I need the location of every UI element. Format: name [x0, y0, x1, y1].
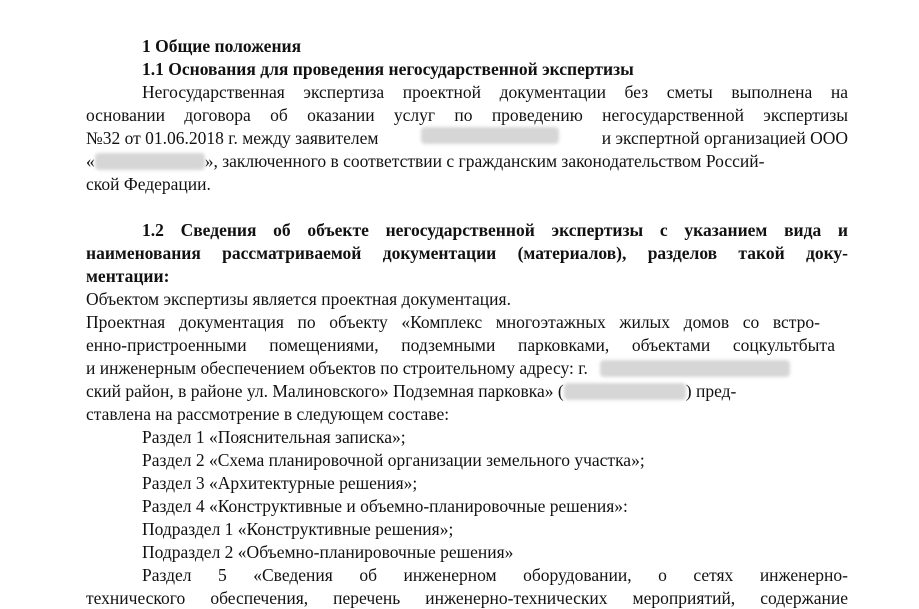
list-item: технического обеспечения, перечень инженерно-технических мероприятий, содержание: [86, 588, 848, 608]
paragraph-line: основании договора об оказании услуг по проведению негосударственной экспертизы: [86, 105, 848, 125]
paragraph-text: ) пред-: [685, 381, 737, 401]
paragraph-text: и инженерным обеспечением объектов по строительному адресу: г.: [86, 358, 588, 378]
list-item: Подраздел 2 «Объемно-планировочные решения»: [142, 542, 514, 562]
paragraph-text: », заключенного в соответствии с гражданским законодательством Россий-: [204, 151, 765, 171]
paragraph-line: Объектом экспертизы является проектная документация.: [86, 289, 511, 309]
paragraph-line: Проектная документация по объекту «Комплекс многоэтажных жилых домов со встро-: [86, 312, 820, 332]
redacted-address: [600, 360, 790, 377]
section-heading-line: 1.2 Сведения об объекте негосударственной экспертизы с указанием вида и: [142, 220, 848, 240]
list-item: Раздел 3 «Архитектурные решения»;: [142, 473, 418, 493]
paragraph-line: Негосударственная экспертиза проектной документации без сметы выполнена на: [142, 82, 848, 102]
section-heading-line: наименования рассматриваемой документации (материалов), разделов такой доку-: [86, 243, 848, 263]
paragraph-text: №32 от 01.06.2018 г. между заявителем: [86, 128, 379, 148]
list-item: Подраздел 1 «Конструктивные решения»;: [142, 519, 454, 539]
list-item: Раздел 5 «Сведения об инженерном оборудовании, о сетях инженерно-: [142, 565, 848, 585]
paragraph-line: ской Федерации.: [86, 174, 211, 194]
paragraph-line: [86, 150, 764, 173]
list-item: Раздел 2 «Схема планировочной организации земельного участка»;: [142, 450, 645, 470]
paragraph-text: «: [86, 151, 95, 171]
paragraph-line: енно-пристроенными помещениями, подземными парковками, объектами соцкультбыта: [86, 335, 835, 355]
list-item: Раздел 1 «Пояснительная записка»;: [142, 427, 406, 447]
redacted-code: [564, 383, 686, 400]
paragraph-text: и экспертной организацией ООО: [601, 128, 848, 148]
section-title: 1 Общие положения: [142, 36, 302, 56]
list-item: Раздел 4 «Конструктивные и объемно-планировочные решения»:: [142, 496, 628, 516]
section-heading-line: ментации:: [86, 266, 170, 286]
section-subtitle: 1.1 Основания для проведения негосударственной экспертизы: [142, 59, 634, 79]
paragraph-line: [86, 127, 848, 150]
paragraph-line: [86, 357, 790, 380]
paragraph-text: ский район, в районе ул. Малиновского» Подземная парковка» (: [86, 381, 564, 401]
redacted-applicant: [421, 127, 559, 144]
paragraph-line: ставлена на рассмотрение в следующем составе:: [86, 404, 450, 424]
redacted-organization: [95, 153, 205, 170]
paragraph-line: [86, 380, 736, 403]
